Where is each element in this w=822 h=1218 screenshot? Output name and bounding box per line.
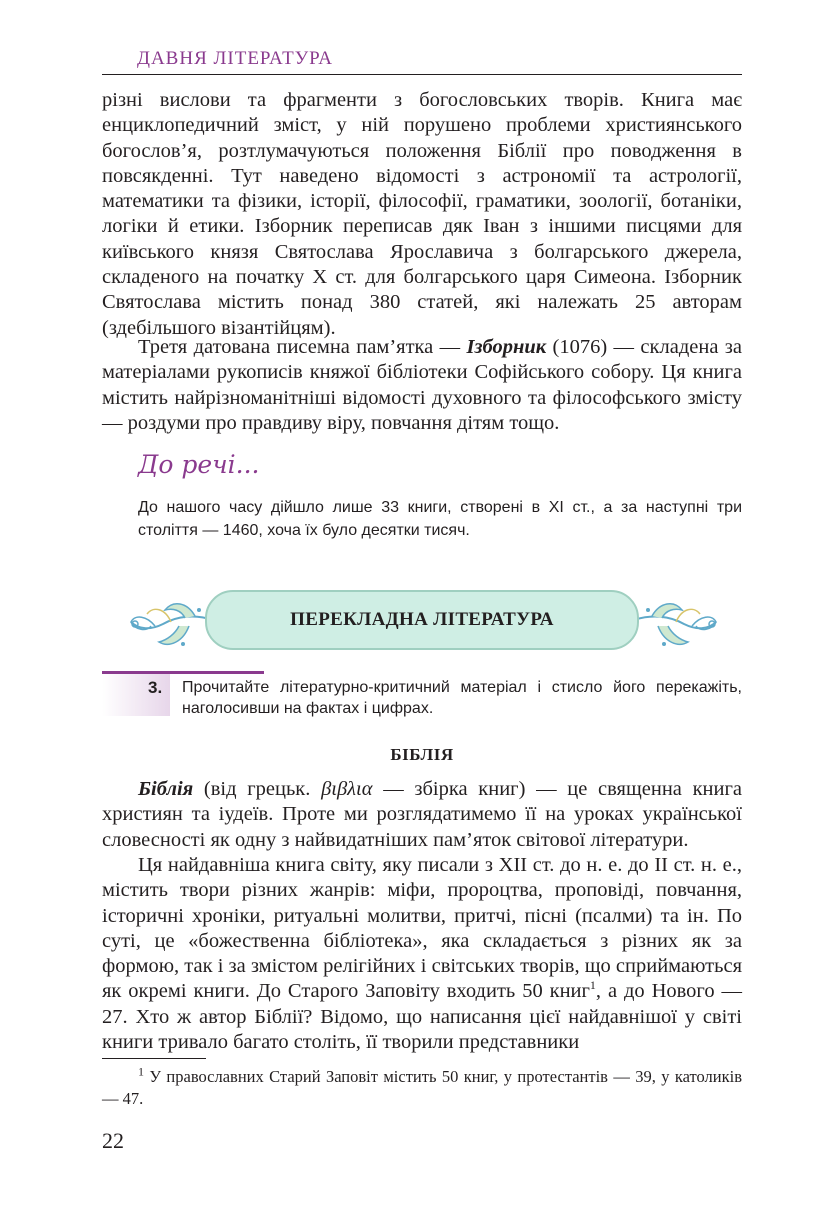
- did-you-know-text: До нашого часу дійшло лише 33 книги, створені в XI ст., а за наступні три століття — 1460, хоча їх було десятки тисяч.: [138, 499, 742, 539]
- paragraph-bible-definition: [102, 777, 742, 853]
- running-header: ДАВНЯ ЛІТЕРАТУРА: [137, 48, 334, 69]
- footnote-text: У православних Старий Заповіт містить 50 книг, у протестантів — 39, у католиків — 47.: [102, 1067, 742, 1108]
- footnote: [102, 1066, 742, 1110]
- paragraph-text: — збірка книг) — це священна книга християн та іудеїв. Проте ми розглядатимемо її на уроках української словесності як одну з найвидатніших пам’яток світової літератури.: [102, 778, 742, 851]
- paragraph-izbornyk-1076: [102, 335, 742, 436]
- paragraph-bible-history: [102, 853, 742, 1055]
- task-text: Прочитайте літературно-критичний матеріал і стисло його перекажіть, наголосивши на фактах і цифрах.: [182, 679, 742, 717]
- swirl-ornament-icon: [632, 596, 722, 656]
- footnote-reference: 1: [589, 978, 596, 993]
- section-banner: ПЕРЕКЛАДНА ЛІТЕРАТУРА: [205, 590, 639, 650]
- paragraph-izbornyk-1073: [102, 88, 742, 341]
- paragraph-text: , а до Нового — 27. Хто ж автор Біблії? Відомо, що написання цієї найдавнішої у світі книги тривало багато століть, її творили представники: [102, 980, 742, 1054]
- did-you-know-title: До речі...: [138, 450, 260, 479]
- header-divider: [102, 74, 742, 75]
- footnote-divider: [102, 1058, 206, 1059]
- paragraph-text: Ця найдавніша книга світу, яку писали з XII ст. до н. е. до II ст. н. е., містить твори різних жанрів: міфи, пророцтва, проповіді, повчання, історичні хроніки, ритуальні молитви, притчі, пісні (псалми) та ін. По суті, це «божественна бібліотека», яка складається з різних як за формою, так і за змістом релігійних і світських творів, що сприймаються як окремі книги. До Старого Заповіту входить 50 книг: [102, 854, 742, 1003]
- greek-word: βιβλια: [321, 778, 373, 800]
- page-number: 22: [102, 1128, 124, 1153]
- term-bible: Біблія: [138, 778, 194, 800]
- footnote-marker: 1: [138, 1064, 144, 1079]
- paragraph-text: (1076) — складена за матеріалами рукописів княжої бібліотеки Софійського собору. Ця книга містить найрізноманітніші відомості духовного та філософського змісту — роздуми про правдиву віру, повчання дітям тощо.: [102, 336, 742, 434]
- article-title: БІБЛІЯ: [390, 745, 454, 764]
- paragraph-text: (від грецьк.: [193, 778, 322, 800]
- term-izbornyk: Ізборник: [466, 336, 547, 358]
- task-number: 3.: [148, 678, 163, 697]
- paragraph-text: Третя датована писемна пам’ятка —: [138, 336, 467, 358]
- swirl-ornament-icon: [125, 596, 215, 656]
- paragraph-text: різні вислови та фрагменти з богословських творів. Книга має енциклопедичний зміст, у ній порушено проблеми християнського богослов’я, розтлумачуються положення Біблії про поводження в повсякденні. Тут наведено відомості з астрономії та астрології, математики та фізики, історії, філософії, граматики, зоології, ботаніки, логіки й етики. Ізборник переписав дяк Іван з іншими писцями для київського князя Святослава Ярославича з болгарського джерела, складеного на початку X ст. для болгарського царя Симеона. Ізборник Святослава містить понад 380 статей, які належать 25 авторам (здебільшого візантійцям).: [102, 89, 742, 339]
